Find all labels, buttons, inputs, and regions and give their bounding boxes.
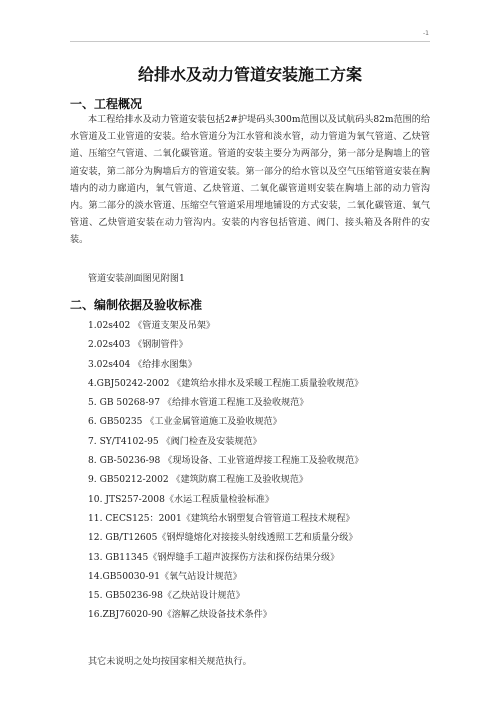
reference-list [88, 317, 363, 626]
list-item: 13. GB11345《钢焊缝手工超声波探伤方法和探伤结果分级》 [88, 552, 340, 563]
overview-paragraph: 本工程给排水及动力管道安装包括2#护堤码头300m范围以及试航码头82m范围的给水管道及工业管道的安装。给水管道分为江水管和淡水管，动力管道为氧气管道、乙炔管道、压缩空气管道、二氧化碳管道。管道的安装主要分为两部分，第一部分是胸墙上的管道安装，第二部分为胸墙后方的管道安装。第一部分的给水管以及空气压缩管道安装在胸墙内的动力廊道内，氧气管道、乙炔管道、二氧化碳管道则安装在胸墙上部的动力管沟内。第二部分的淡水管道、压缩空气管道采用埋地铺设的方式安装，二氧化碳管道、氧气管道、乙炔管道安装在动力管沟内。安装的内容包括管道、阀门、接头箱及各附件的安装。 [70, 115, 430, 246]
list-item: 11. CECS125：2001《建筑给水钢塑复合管管道工程技术规程》 [88, 513, 355, 524]
list-item: 16.ZBJ76020-90《溶解乙炔设备技术条件》 [88, 610, 272, 621]
figure-note: 管道安装剖面图见附图1 [88, 274, 185, 284]
closing-note: 其它未说明之处均按国家相关规范执行。 [88, 657, 252, 667]
section-heading-overview: 一、工程概况 [70, 97, 143, 111]
list-item: 7. SY/T4102-95 《阀门检查及安装规范》 [88, 436, 262, 447]
list-item: 9. GB50212-2002 《建筑防腐工程施工及验收规范》 [88, 475, 308, 486]
section-heading-standards: 二、编制依据及验收标准 [70, 298, 203, 312]
list-item: 2.02s403 《钢制管件》 [88, 340, 188, 351]
list-item: 5. GB 50268-97 《给排水管道工程施工及验收规范》 [88, 398, 309, 409]
list-item: 10. JTS257-2008《水运工程质量检验标准》 [88, 494, 274, 505]
list-item: 8. GB-50236-98 《现场设备、工业管道焊接工程施工及验收规范》 [88, 456, 364, 467]
list-item: 6. GB50235 《工业金属管道施工及验收规范》 [88, 417, 282, 428]
list-item: 12. GB/T12605《钢焊缝熔化对接接头射线透照工艺和质量分级》 [88, 533, 358, 544]
document-title: 给排水及动力管道安装施工方案 [137, 65, 362, 84]
list-item: 3.02s404 《给排水图集》 [88, 359, 197, 370]
header-rule [70, 41, 430, 42]
page-marker: -1 [423, 30, 429, 37]
list-item: 15. GB50236-98《乙炔站设计规范》 [88, 591, 245, 602]
list-item: 1.02s402 《管道支架及吊架》 [88, 321, 216, 331]
list-item: 14.GB50030-91《氧气站设计规范》 [88, 571, 242, 582]
list-item: 4.GBJ50242-2002 《建筑给水排水及采暖工程施工质量验收规范》 [88, 378, 364, 389]
